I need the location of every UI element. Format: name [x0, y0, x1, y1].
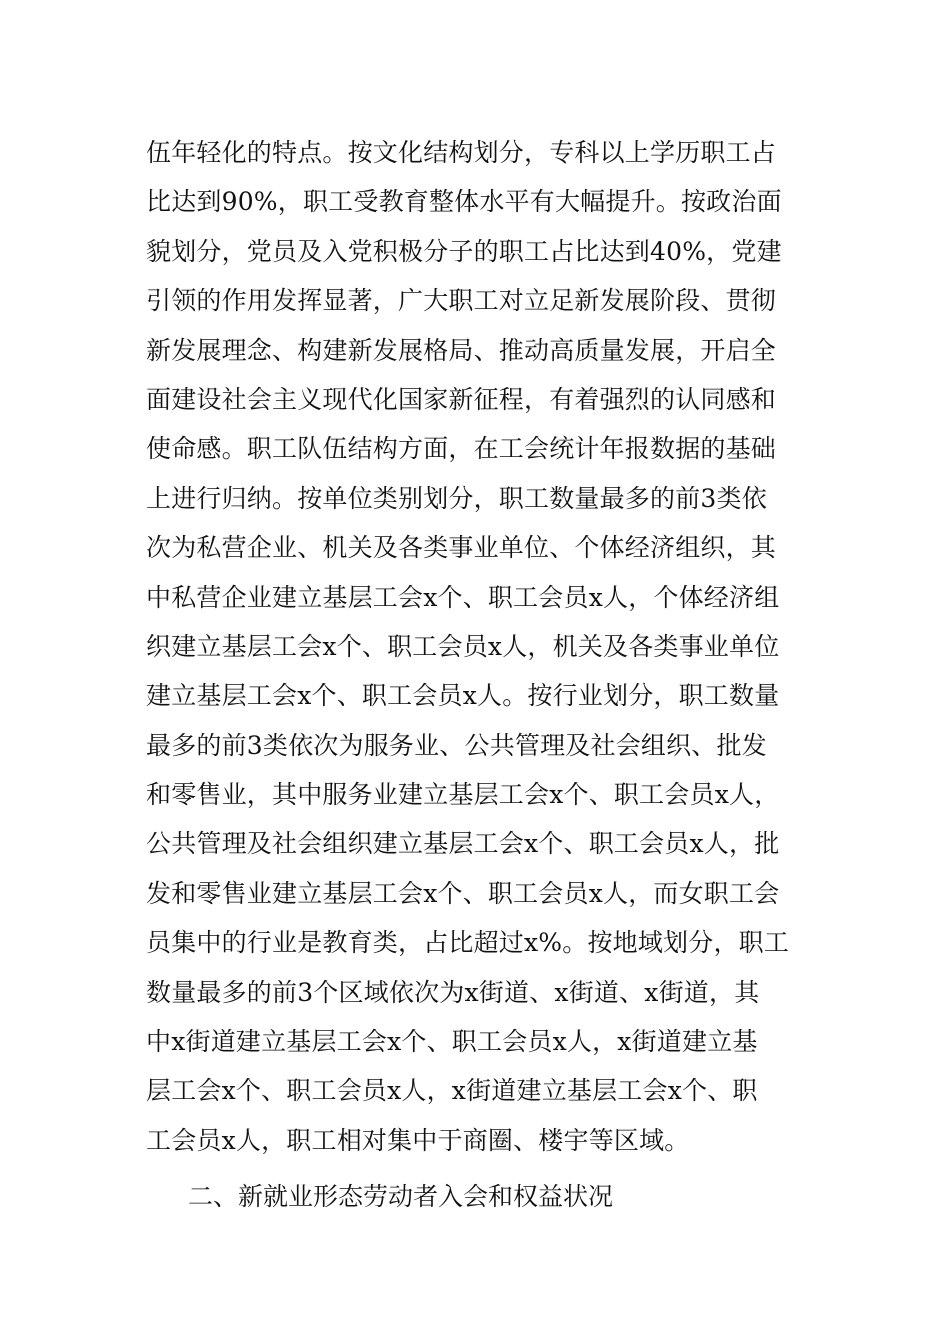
paragraph-line: 最多的前3类依次为服务业、公共管理及社会组织、批发 [146, 730, 767, 760]
paragraph-line: 貌划分，党员及入党积极分子的职工占比达到40%，党建 [146, 236, 782, 266]
paragraph-line: 公共管理及社会组织建立基层工会x个、职工会员x人，批 [146, 829, 780, 859]
paragraph-line: 和零售业，其中服务业建立基层工会x个、职工会员x人， [146, 780, 780, 810]
paragraph-line: 中x街道建立基层工会x个、职工会员x人，x街道建立基 [146, 1027, 758, 1057]
paragraph-line: 新发展理念、构建新发展格局、推动高质量发展，开启全 [146, 335, 777, 365]
paragraph-line: 数量最多的前3个区域依次为x街道、x街道、x街道，其 [146, 977, 760, 1007]
paragraph-line: 使命感。职工队伍结构方面，在工会统计年报数据的基础 [146, 434, 777, 464]
paragraph-line: 伍年轻化的特点。按文化结构划分，专科以上学历职工占 [146, 138, 777, 167]
body-paragraph [146, 128, 816, 1165]
paragraph-line: 面建设社会主义现代化国家新征程，有着强烈的认同感和 [146, 384, 777, 414]
paragraph-line: 中私营企业建立基层工会x个、职工会员x人，个体经济组 [146, 582, 780, 612]
paragraph-line: 发和零售业建立基层工会x个、职工会员x人，而女职工会 [146, 878, 780, 908]
paragraph-line: 层工会x个、职工会员x人，x街道建立基层工会x个、职 [146, 1076, 758, 1106]
paragraph-line: 建立基层工会x个、职工会员x人。按行业划分，职工数量 [146, 681, 780, 711]
paragraph-line: 工会员x人，职工相对集中于商圈、楼宇等区域。 [146, 1125, 690, 1155]
section-heading: 二、新就业形态劳动者入会和权益状况 [188, 1182, 614, 1211]
paragraph-line: 次为私营企业、机关及各类事业单位、个体经济组织，其 [146, 533, 777, 563]
paragraph-line: 比达到90%，职工受教育整体水平有大幅提升。按政治面 [146, 187, 782, 217]
paragraph-line: 引领的作用发挥显著，广大职工对立足新发展阶段、贯彻 [146, 286, 777, 316]
paragraph-line: 员集中的行业是教育类，占比超过x%。按地域划分，职工 [146, 928, 790, 958]
paragraph-line: 织建立基层工会x个、职工会员x人，机关及各类事业单位 [146, 631, 780, 661]
paragraph-line: 上进行归纳。按单位类别划分，职工数量最多的前3类依 [146, 483, 767, 513]
